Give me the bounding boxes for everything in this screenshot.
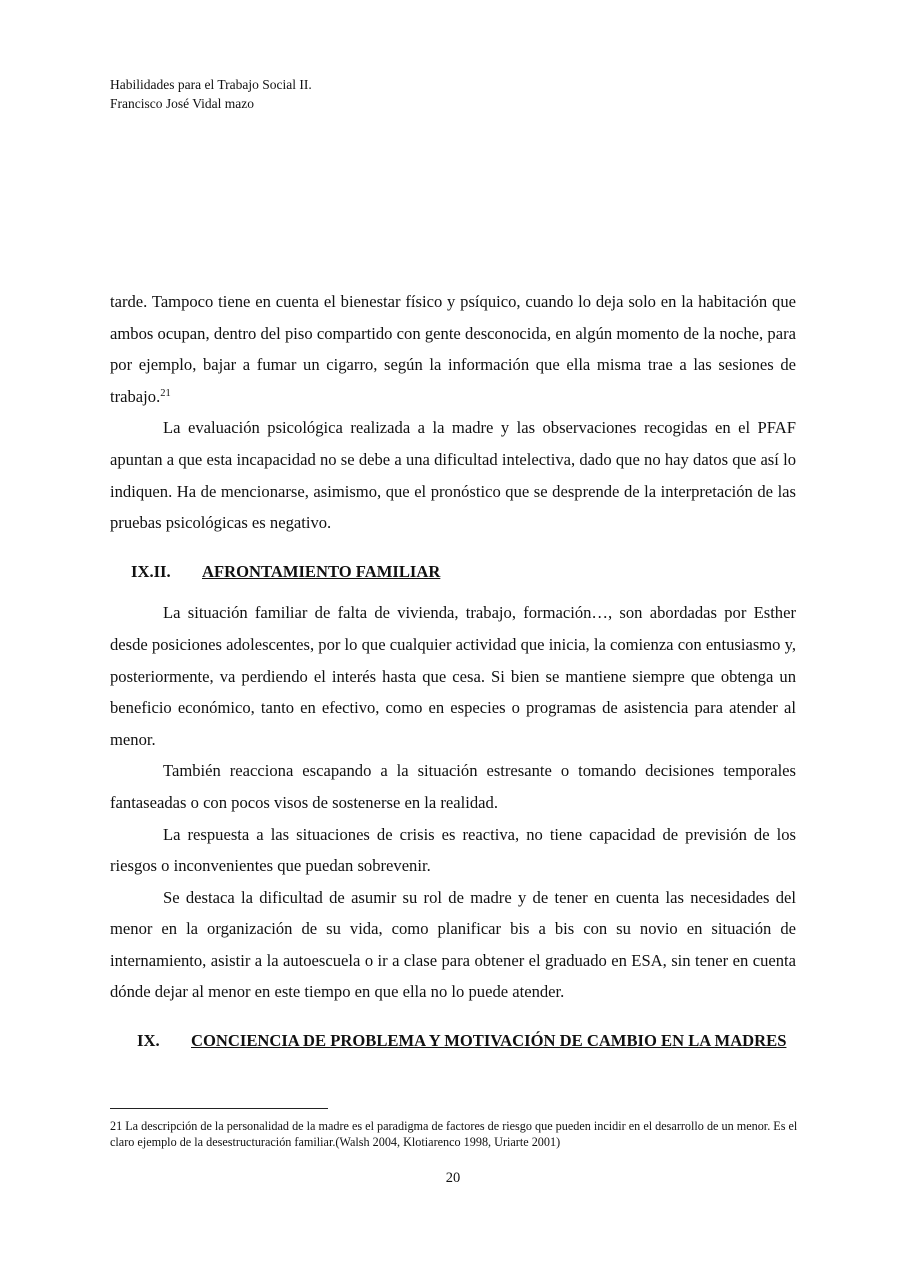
main-content: [110, 286, 796, 1088]
header-course-title: Habilidades para el Trabajo Social II.: [110, 77, 312, 92]
footnote-ref-21[interactable]: 21: [160, 387, 171, 399]
section-title: CONCIENCIA DE PROBLEMA Y MOTIVACIÓN DE CAMBIO EN LA MADRES: [191, 1031, 787, 1051]
section-heading-ix: [110, 1025, 796, 1088]
footnote-21: 21 La descripción de la personalidad de la madre es el paradigma de factores de riesgo que pueden incidir en el desarrollo de un menor. Es el claro ejemplo de la desestructuración familiar.(Walsh 2004, Klotiarenco 1998, Uriarte 2001): [110, 1119, 798, 1149]
running-header: [110, 75, 312, 113]
paragraph-5: La respuesta a las situaciones de crisis es reactiva, no tiene capacidad de previsión de los riesgos o inconvenientes que puedan sobrevenir.: [110, 824, 796, 876]
paragraph-1: [110, 286, 796, 412]
header-author: Francisco José Vidal mazo: [110, 96, 255, 111]
section-number: IX.: [137, 1031, 160, 1051]
page-number: 20: [445, 1170, 461, 1186]
paragraph-6: Se destaca la dificultad de asumir su rol de madre y de tener en cuenta las necesidades del menor en la organización de su vida, como planificar bis a bis con su novio en situación de internamiento, asistir a la autoescuela o ir a clase para obtener el graduado en ESA, sin tener en cuenta dónde dejar al menor en este tiempo en que ella no lo puede atender.: [110, 887, 796, 1002]
section-number: IX.II.: [131, 561, 171, 581]
section-heading-ix-ii: [110, 556, 796, 588]
paragraph-4: También reacciona escapando a la situación estresante o tomando decisiones temporales fantaseadas o con pocos visos de sostenerse en la realidad.: [110, 761, 796, 812]
paragraph-3: La situación familiar de falta de vivienda, trabajo, formación…, son abordadas por Esther desde posiciones adolescentes, por lo que cualquier actividad que inicia, la comienza con entusiasmo y, posteriormente, va perdiendo el interés hasta que cesa. Si bien se mantiene siempre que obtenga un beneficio económico, tanto en efectivo, como en especies o programas de asistencia para atender al menor.: [110, 603, 796, 749]
paragraph-2: La evaluación psicológica realizada a la madre y las observaciones recogidas en el PFAF apuntan a que esta incapacidad no se debe a una dificultad intelectiva, dado que no hay datos que así lo indiquen. Ha de mencionarse, asimismo, que el pronóstico que se desprende de la interpretación de las pruebas psicológicas es negativo.: [110, 418, 796, 533]
footnote-separator: [110, 1108, 328, 1109]
section-title: AFRONTAMIENTO FAMILIAR: [202, 561, 441, 581]
paragraph-1-text: tarde. Tampoco tiene en cuenta el bienestar físico y psíquico, cuando lo deja solo en la habitación que ambos ocupan, dentro del piso compartido con gente desconocida, en algún momento de la noche, para por ejemplo, bajar a fumar un cigarro, según la información que ella misma trae a las sesiones de trabajo.: [110, 292, 796, 406]
